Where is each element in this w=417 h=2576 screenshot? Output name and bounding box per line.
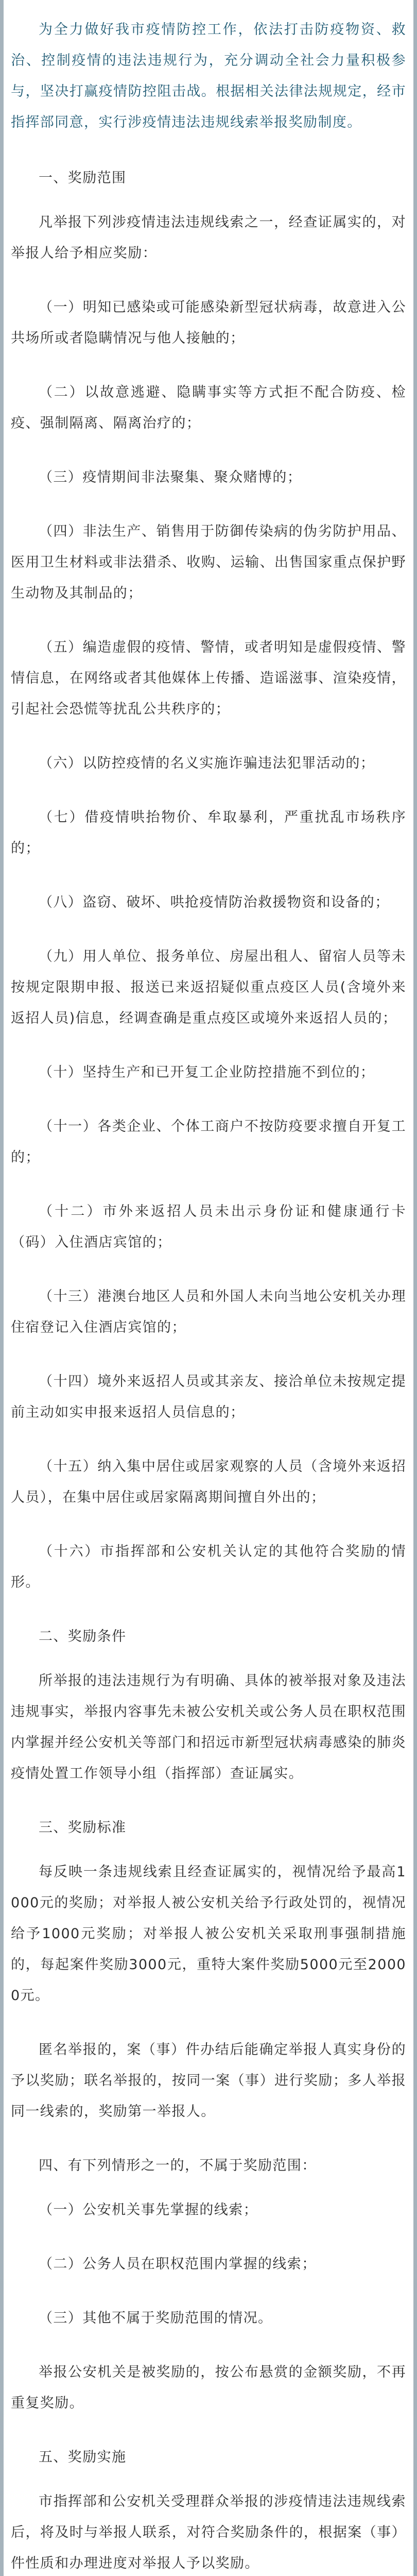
reward-scope-item: （十五）纳入集中居住或居家观察的人员（含境外来返招人员），在集中居住或居家隔离期间擅自外出的； — [11, 1459, 406, 1505]
reward-scope-item: （十）坚持生产和已开复工企业防控措施不到位的； — [39, 1064, 375, 1080]
exclusion-item: （二）公务人员在职权范围内掌握的线索； — [39, 2256, 317, 2272]
reward-scope-item: （十二）市外来返招人员未出示身份证和健康通行卡（码）入住酒店宾馆的； — [11, 1204, 406, 1250]
reward-scope-item: （四）非法生产、销售用于防御传染病的伪劣防护用品、医用卫生材料或非法猎杀、收购、运输、出售国家重点保护野生动物及其制品的； — [11, 523, 406, 601]
section-5-title: 五、奖励实施 — [39, 2449, 127, 2465]
reward-scope-item: （十六）市指挥部和公安机关认定的其他符合奖励的情形。 — [11, 1544, 406, 1590]
section-1-title: 一、奖励范围 — [39, 170, 127, 186]
section-2-body: 所举报的违法违规行为有明确、具体的被举报对象及违法违规事实，举报内容事先未被公安机关或公务人员在职权范围内掌握并经公安机关等部门和招远市新型冠状病毒感染的肺炎疫情处置工作领导小组（指挥部）查证属实。 — [11, 1673, 406, 1782]
reward-scope-item: （七）借疫情哄抬物价、牟取暴利，严重扰乱市场秩序的； — [11, 809, 406, 856]
reward-scope-item: （九）用人单位、报务单位、房屋出租人、留宿人员等未按规定限期申报、报送已来返招疑似重点疫区人员(含境外来返招人员)信息，经调查确是重点疫区或境外来返招人员的； — [11, 948, 406, 1026]
reward-scope-item: （十三）港澳台地区人员和外国人未向当地公安机关办理住宿登记入住酒店宾馆的； — [11, 1289, 406, 1335]
reward-scope-item: （一）明知已感染或可能感染新型冠状病毒，故意进入公共场所或者隐瞒情况与他人接触的； — [11, 299, 406, 346]
section-4-title: 四、有下列情形之一的，不属于奖励范围： — [39, 2158, 317, 2174]
reward-scope-item: （五）编造虚假的疫情、警情，或者明知是虚假疫情、警情信息，在网络或者其他媒体上传播、造谣滋事、渲染疫情，引起社会恐慌等扰乱公共秩序的； — [11, 639, 406, 717]
reward-scope-item: （十四）境外来返招人员或其亲友、接洽单位未按规定提前主动如实申报来返招人员信息的； — [11, 1374, 406, 1420]
exclusion-item: （一）公安机关事先掌握的线索； — [39, 2202, 258, 2218]
intro-paragraph: 为全力做好我市疫情防控工作，依法打击防疫物资、救治、控制疫情的违法违规行为，充分调动全社会力量积极参与，坚决打赢疫情防控阻击战。根据相关法律法规规定，经市指挥部同意，实行涉疫情违法违规线索举报奖励制度。 — [11, 22, 406, 130]
reward-scope-item: （八）盗窃、破坏、哄抢疫情防治救援物资和设备的； — [39, 894, 390, 910]
section-4-note: 举报公安机关是被奖励的，按公布悬赏的金额奖励，不再重复奖励。 — [11, 2364, 406, 2411]
section-3-body: 匿名举报的，案（事）件办结后能确定举报人真实身份的予以奖励；联名举报的，按同一案（事）进行奖励；多人举报同一线索的，奖励第一举报人。 — [11, 2042, 406, 2120]
section-3-title: 三、奖励标准 — [39, 1820, 127, 1836]
exclusion-item: （三）其他不属于奖励范围的情况。 — [39, 2310, 273, 2326]
section-3-body: 每反映一条违规线索且经查证属实的，视情况给予最高1000元的奖励；对举报人被公安机关给予行政处罚的，视情况给予1000元奖励；对举报人被公安机关采取刑事强制措施的，每起案件奖励3000元，重特大案件奖励5000元至20000元。 — [11, 1864, 406, 2004]
reward-scope-item: （三）疫情期间非法聚集、聚众赌博的； — [39, 469, 302, 485]
reward-scope-item: （二）以故意逃避、隐瞒事实等方式拒不配合防疫、检疫、强制隔离、隔离治疗的； — [11, 384, 406, 431]
reward-scope-item: （十一）各类企业、个体工商户不按防疫要求擅自开复工的； — [11, 1118, 406, 1165]
section-2-title: 二、奖励条件 — [39, 1629, 127, 1645]
section-1-lead: 凡举报下列涉疫情违法违规线索之一，经查证属实的，对举报人给予相应奖励： — [11, 214, 406, 261]
section-5-body: 市指挥部和公安机关受理群众举报的涉疫情违法违规线索后，将及时与举报人联系，对符合奖励条件的，根据案（事）件性质和办理进度对举报人予以奖励。 — [11, 2494, 406, 2571]
reward-scope-item: （六）以防控疫情的名义实施诈骗违法犯罪活动的； — [39, 755, 375, 771]
